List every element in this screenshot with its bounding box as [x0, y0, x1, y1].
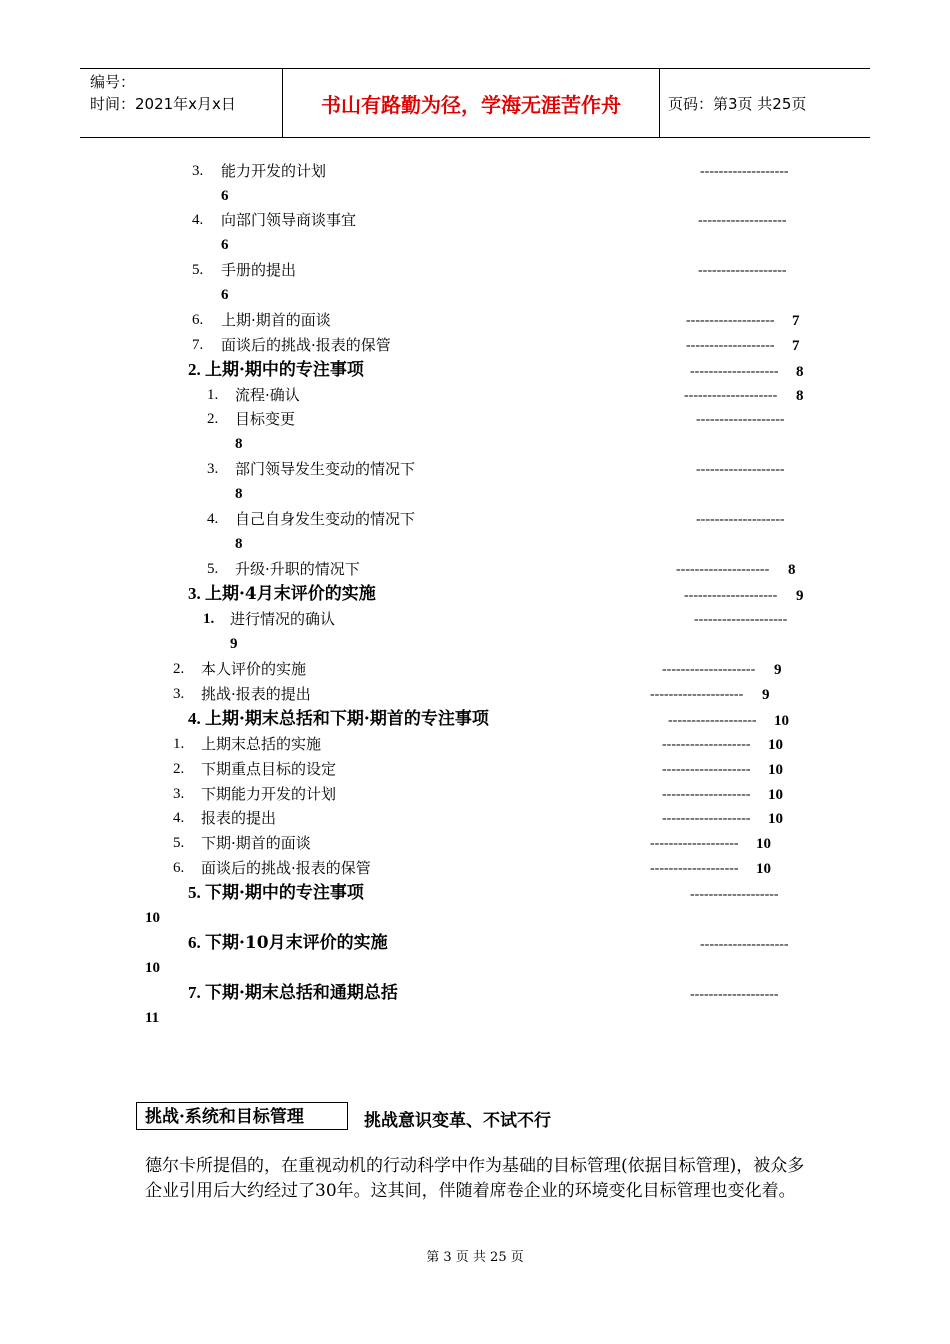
date-label: 时间：2021年x月x日 — [90, 95, 236, 113]
toc-page: 7 — [792, 313, 800, 329]
toc-number: 4. — [188, 709, 201, 728]
toc-chapter-title: 下期·10月末评价的实施 — [205, 933, 388, 953]
toc-title: 报表的提出 — [201, 809, 277, 827]
section-subtitle: 挑战意识变革、不试不行 — [364, 1111, 551, 1131]
toc-number: 4. — [207, 511, 219, 527]
toc-chapter-title: 下期·期中的专注事项 — [205, 883, 364, 903]
toc-number: 3. — [173, 786, 185, 802]
toc-title: 进行情况的确认 — [230, 610, 336, 628]
toc-leader: -------------------- — [684, 388, 778, 403]
toc-page: 6 — [221, 287, 229, 303]
toc-title: 下期重点目标的设定 — [201, 760, 337, 778]
toc-title: 上期末总括的实施 — [201, 735, 322, 753]
toc-leader: ------------------- — [696, 462, 785, 477]
toc-leader: ------------------- — [650, 861, 739, 876]
toc-page: 6 — [221, 188, 229, 204]
toc-page: 10 — [145, 960, 160, 976]
toc-number: 1. — [173, 736, 185, 752]
toc-title: 流程·确认 — [235, 386, 300, 404]
toc-page: 8 — [796, 364, 804, 380]
toc-number: 5. — [192, 262, 204, 278]
section-title-box: 挑战·系统和目标管理 — [136, 1102, 348, 1130]
toc-page: 10 — [768, 762, 783, 778]
toc-page: 10 — [756, 861, 771, 877]
toc-leader: ------------------- — [690, 364, 779, 379]
toc-title: 能力开发的计划 — [221, 162, 327, 180]
toc-page: 8 — [796, 388, 804, 404]
toc-page: 9 — [774, 662, 782, 678]
toc-number: 3. — [188, 584, 201, 603]
toc-leader: ------------------- — [690, 887, 779, 902]
toc-leader: ------------------- — [662, 737, 751, 752]
toc-title: 部门领导发生变动的情况下 — [235, 460, 416, 478]
toc-leader: ------------------- — [698, 263, 787, 278]
toc-leader: ------------------- — [690, 987, 779, 1002]
toc-page: 11 — [145, 1010, 160, 1026]
toc-leader: -------------------- — [662, 662, 756, 677]
toc-leader: ------------------- — [650, 836, 739, 851]
toc-title: 下期能力开发的计划 — [201, 785, 337, 803]
toc-title: 下期·期首的面谈 — [201, 834, 311, 852]
toc-page: 10 — [768, 811, 783, 827]
toc-title: 目标变更 — [235, 410, 296, 428]
toc-leader: ------------------- — [662, 811, 751, 826]
toc-page: 8 — [788, 562, 796, 578]
toc-page: 10 — [768, 787, 783, 803]
toc-page: 10 — [145, 910, 160, 926]
toc-leader: ------------------- — [696, 512, 785, 527]
toc-page: 9 — [762, 687, 770, 703]
toc-leader: -------------------- — [676, 562, 770, 577]
toc-chapter-title: 上期·期末总括和下期·期首的专注事项 — [205, 709, 489, 729]
toc-number: 5. — [207, 561, 219, 577]
toc-number: 6. — [192, 312, 204, 328]
toc-number: 2. — [207, 411, 219, 427]
toc-number: 2. — [188, 360, 201, 379]
toc-number: 3. — [207, 461, 219, 477]
toc-title: 挑战·报表的提出 — [201, 685, 311, 703]
toc-number: 1. — [203, 611, 215, 627]
toc-leader: ------------------- — [668, 713, 757, 728]
toc-number: 4. — [173, 810, 185, 826]
toc-leader: -------------------- — [684, 588, 778, 603]
toc-number: 7. — [192, 337, 204, 353]
toc-title: 本人评价的实施 — [201, 660, 307, 678]
toc-page: 7 — [792, 338, 800, 354]
toc-page: 6 — [221, 237, 229, 253]
toc-leader: ------------------- — [696, 412, 785, 427]
toc-leader: ------------------- — [698, 213, 787, 228]
toc-title: 升级·升职的情况下 — [235, 560, 360, 578]
toc-number: 1. — [207, 387, 219, 403]
toc-title: 向部门领导商谈事宜 — [221, 211, 357, 229]
toc-page: 8 — [235, 486, 243, 502]
toc-page: 9 — [796, 588, 804, 604]
toc-leader: ------------------- — [686, 313, 775, 328]
toc-title: 自己自身发生变动的情况下 — [235, 510, 416, 528]
header-motto: 书山有路勤为径，学海无涯苦作舟 — [321, 92, 621, 117]
toc-leader: ------------------- — [662, 762, 751, 777]
toc-leader: ------------------- — [686, 338, 775, 353]
toc-leader: ------------------- — [700, 164, 789, 179]
toc-title: 面谈后的挑战·报表的保管 — [201, 859, 371, 877]
toc-number: 2. — [173, 761, 185, 777]
toc-leader: ------------------- — [662, 787, 751, 802]
toc-number: 6. — [173, 860, 185, 876]
page-footer: 第 3 页 共 25 页 — [426, 1250, 524, 1265]
toc-page: 10 — [756, 836, 771, 852]
toc-page: 10 — [774, 713, 789, 729]
toc-page: 8 — [235, 436, 243, 452]
toc-page: 10 — [768, 737, 783, 753]
body-paragraph: 德尔卡所提倡的，在重视动机的行动科学中作为基础的目标管理(依据目标管理)，被众多企业引用后大约经过了30年。这其间，伴随着席卷企业的环境变化目标管理也变化着。 — [145, 1156, 805, 1201]
toc-title: 面谈后的挑战·报表的保管 — [221, 336, 391, 354]
toc-number: 3. — [173, 686, 185, 702]
toc-number: 7. — [188, 983, 201, 1002]
toc-number: 2. — [173, 661, 185, 677]
toc-number: 5. — [173, 835, 185, 851]
toc-number: 6. — [188, 933, 201, 952]
code-label: 编号： — [90, 73, 136, 91]
toc-title: 手册的提出 — [221, 261, 297, 279]
toc-number: 5. — [188, 883, 201, 902]
header-page-info: 页码：第3页 共25页 — [668, 94, 807, 113]
toc-number: 3. — [192, 163, 204, 179]
toc-number: 4. — [192, 212, 204, 228]
toc-chapter-title: 下期·期末总括和通期总括 — [205, 983, 398, 1003]
toc-leader: -------------------- — [650, 687, 744, 702]
toc-chapter-title: 上期·4月末评价的实施 — [205, 584, 376, 604]
toc-page: 9 — [230, 636, 238, 652]
toc-leader: ------------------- — [700, 937, 789, 952]
toc-page: 8 — [235, 536, 243, 552]
toc-title: 上期·期首的面谈 — [221, 311, 331, 329]
toc-chapter-title: 上期·期中的专注事项 — [205, 360, 364, 380]
toc-leader: -------------------- — [694, 612, 788, 627]
